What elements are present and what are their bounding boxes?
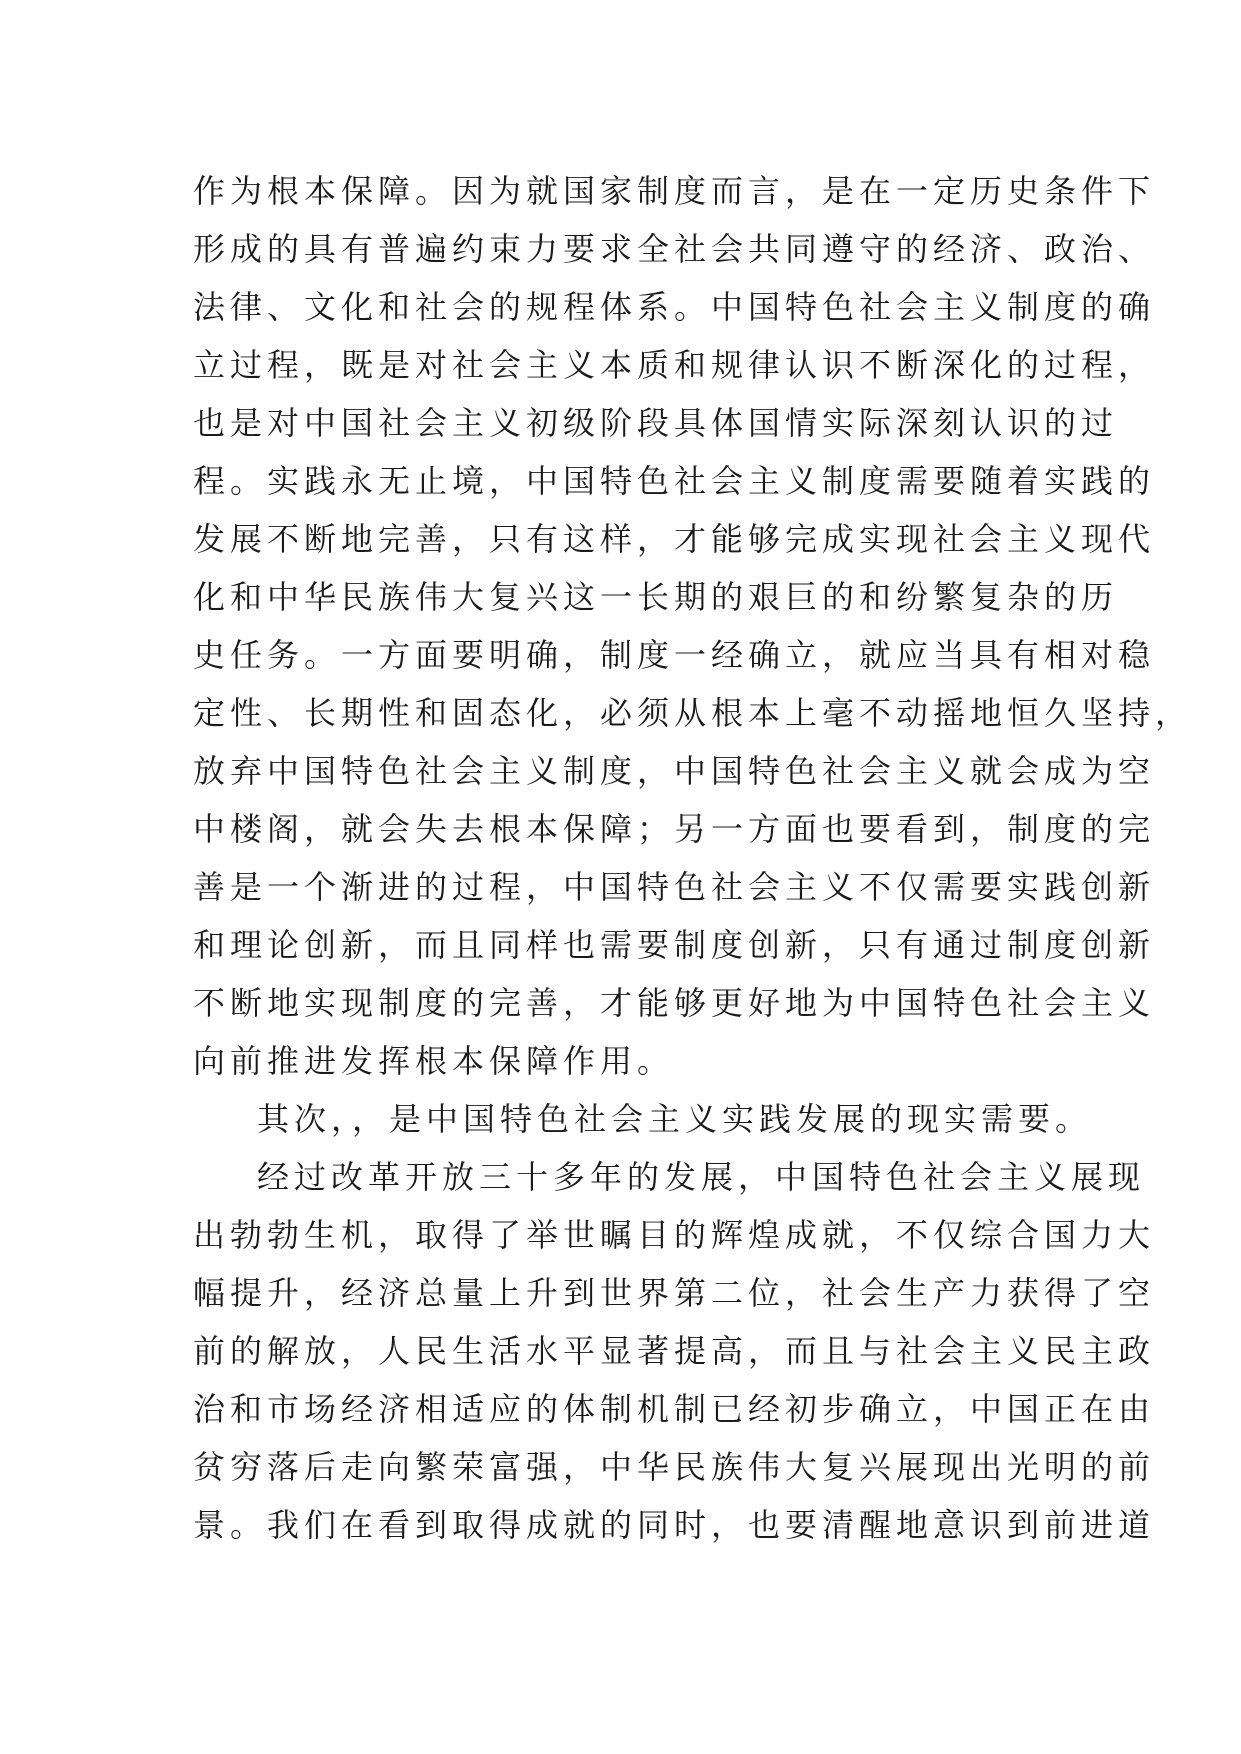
text-line: 出勃勃生机，取得了举世瞩目的辉煌成就，不仅综合国力大	[193, 1216, 1156, 1254]
text-line: 程。实践永无止境，中国特色社会主义制度需要随着实践的	[193, 462, 1156, 500]
text-line: 和理论创新，而且同样也需要制度创新，只有通过制度创新	[193, 926, 1156, 964]
text-line: 立过程，既是对社会主义本质和规律认识不断深化的过程，	[193, 346, 1156, 384]
text-line: 史任务。一方面要明确，制度一经确立，就应当具有相对稳	[193, 636, 1156, 674]
text-line: 前的解放，人民生活水平显著提高，而且与社会主义民主政	[193, 1332, 1156, 1370]
text-line: 也是对中国社会主义初级阶段具体国情实际深刻认识的过	[193, 404, 1119, 442]
text-line: 善是一个渐进的过程，中国特色社会主义不仅需要实践创新	[193, 868, 1156, 906]
section-heading-line: 其次，，是中国特色社会主义实践发展的现实需要。	[257, 1100, 1093, 1138]
text-line: 贫穷落后走向繁荣富强，中华民族伟大复兴展现出光明的前	[193, 1448, 1156, 1486]
text-line: 作为根本保障。因为就国家制度而言，是在一定历史条件下	[193, 172, 1156, 210]
text-line: 景。我们在看到取得成就的同时，也要清醒地意识到前进道	[193, 1506, 1156, 1544]
text-line: 向前推进发挥根本保障作用。	[193, 1042, 675, 1080]
text-line: 法律、文化和社会的规程体系。中国特色社会主义制度的确	[193, 288, 1156, 326]
body-text	[193, 162, 1193, 1554]
text-line: 治和市场经济相适应的体制机制已经初步确立，中国正在由	[193, 1390, 1156, 1428]
text-line: 中楼阁，就会失去根本保障；另一方面也要看到，制度的完	[193, 810, 1156, 848]
text-line: 幅提升，经济总量上升到世界第二位，社会生产力获得了空	[193, 1274, 1156, 1312]
text-line: 定性、长期性和固态化，必须从根本上毫不动摇地恒久坚持，	[193, 694, 1193, 732]
text-line: 发展不断地完善，只有这样，才能够完成实现社会主义现代	[193, 520, 1156, 558]
text-line: 放弃中国特色社会主义制度，中国特色社会主义就会成为空	[193, 752, 1156, 790]
text-line: 形成的具有普遍约束力要求全社会共同遵守的经济、政治、	[193, 230, 1156, 268]
text-line: 不断地实现制度的完善，才能够更好地为中国特色社会主义	[193, 984, 1156, 1022]
text-line: 化和中华民族伟大复兴这一长期的艰巨的和纷繁复杂的历	[193, 578, 1119, 616]
paragraph-first-line: 经过改革开放三十多年的发展，中国特色社会主义展现	[257, 1158, 1146, 1196]
